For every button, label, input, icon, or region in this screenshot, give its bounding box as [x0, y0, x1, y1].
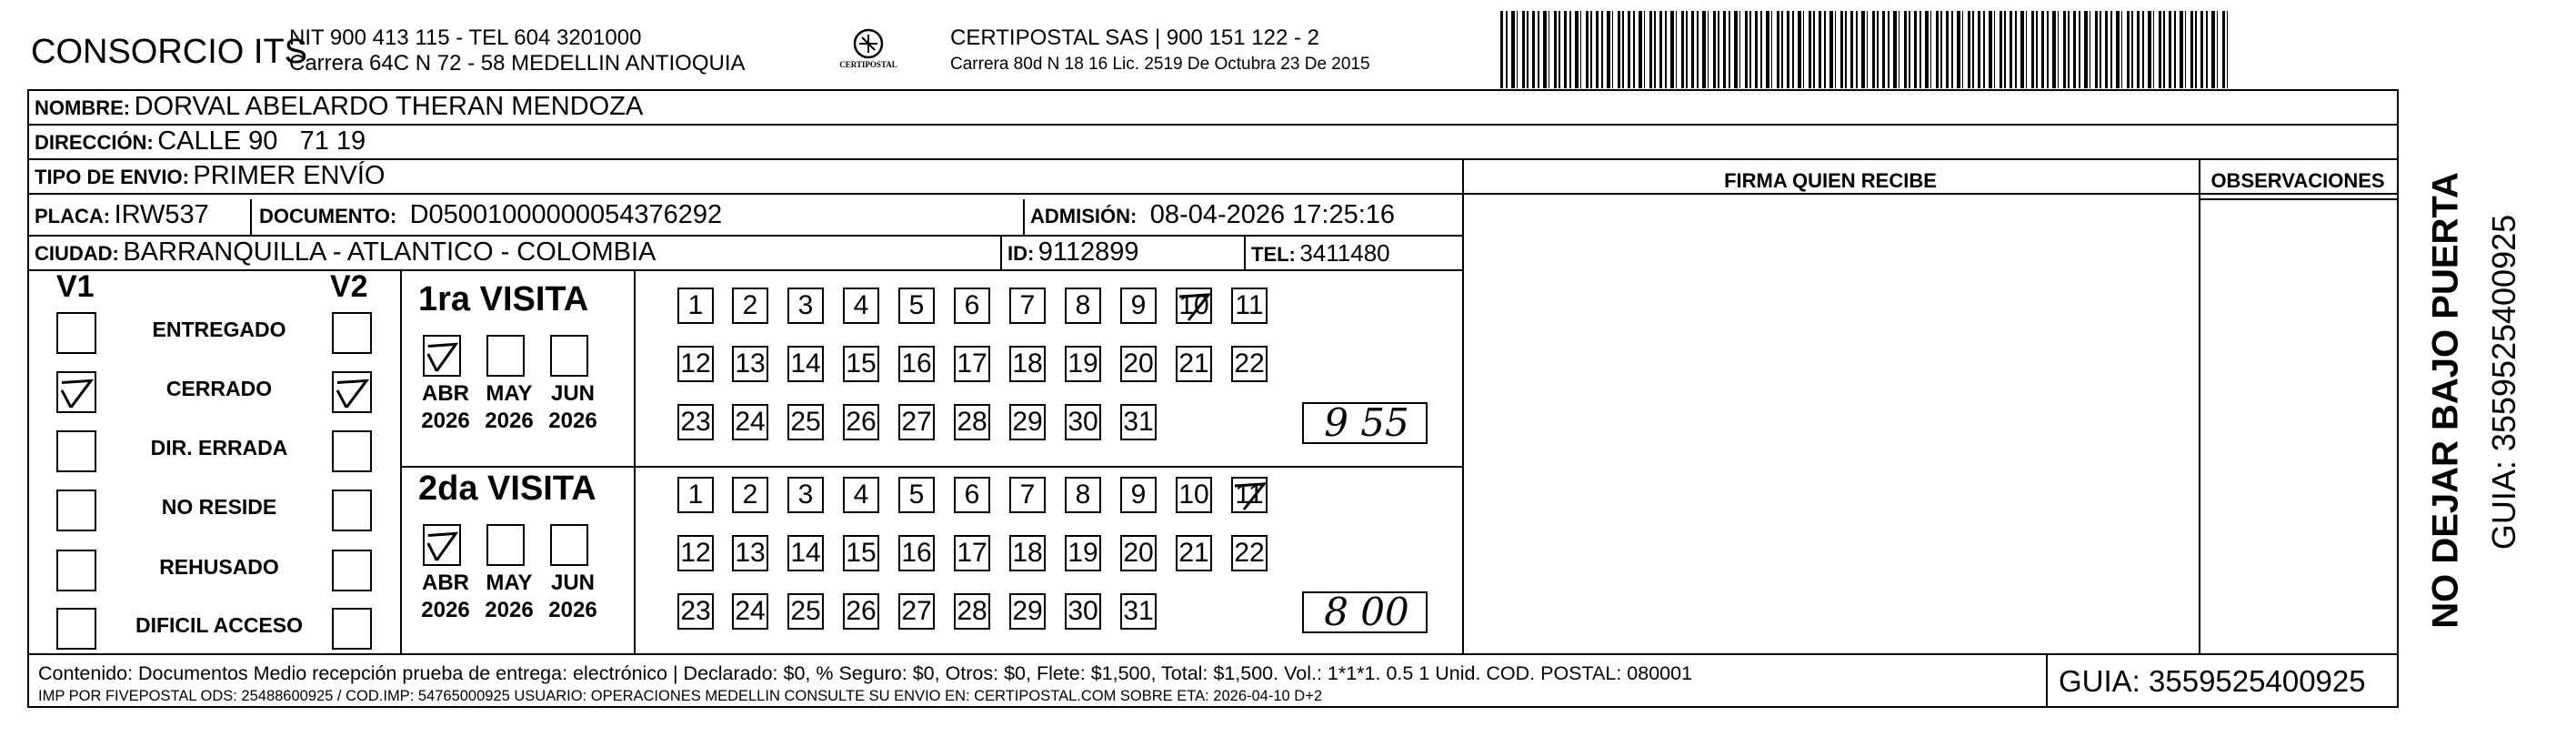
first-visit-day-box[interactable]: 18	[1009, 346, 1046, 382]
v2-checkbox[interactable]	[332, 371, 372, 413]
first-visit-day-box[interactable]: 1	[677, 288, 714, 324]
tel-label: TEL:	[1251, 243, 1296, 266]
v1-checkbox[interactable]	[56, 312, 96, 354]
second-visit-day-box[interactable]: 2	[732, 477, 768, 513]
status-label: REHUSADO	[159, 555, 279, 579]
firma-header: FIRMA QUIEN RECIBE	[1724, 169, 1937, 192]
first-visit-day-box[interactable]: 28	[954, 404, 990, 440]
second-visit-day-box[interactable]: 19	[1065, 535, 1101, 571]
first-visit-day-box[interactable]: 15	[843, 346, 879, 382]
v2-header: V2	[330, 269, 368, 304]
tipo-envio-value: PRIMER ENVÍO	[193, 161, 386, 190]
second-visit-day-box[interactable]: 5	[898, 477, 935, 513]
second-visit-title: 2da VISITA	[418, 469, 596, 508]
first-visit-day-box[interactable]: 10	[1176, 288, 1212, 324]
tipo-envio-label: TIPO DE ENVIO:	[35, 166, 189, 188]
first-visit-day-box[interactable]: 14	[787, 346, 824, 382]
nombre-field	[35, 92, 643, 122]
v1-checkbox[interactable]	[56, 550, 96, 591]
v2-checkbox[interactable]	[332, 430, 372, 472]
courier-name: CERTIPOSTAL SAS | 900 151 122 - 2	[950, 25, 1319, 50]
second-visit-day-box[interactable]: 3	[787, 477, 824, 513]
first-visit-day-box[interactable]: 24	[732, 404, 768, 440]
id-label: ID:	[1007, 242, 1035, 265]
second-visit-day-box[interactable]: 4	[843, 477, 879, 513]
v1-checkbox[interactable]	[56, 490, 96, 531]
tipo-envio-field	[35, 161, 385, 191]
v2-checkbox[interactable]	[332, 312, 372, 354]
v1-checkbox[interactable]	[56, 608, 96, 650]
placa-field	[35, 200, 209, 230]
first-visit-time-handwritten: 9 55	[1324, 400, 1409, 445]
first-visit-day-box[interactable]: 22	[1231, 346, 1268, 382]
second-visit-day-box[interactable]: 23	[677, 593, 714, 630]
first-visit-year-label: 2026	[485, 409, 534, 433]
second-visit-day-box[interactable]: 7	[1009, 477, 1046, 513]
ciudad-value: BARRANQUILLA - ATLANTICO - COLOMBIA	[123, 237, 657, 267]
documento-field	[259, 200, 722, 230]
first-visit-time-box[interactable]	[1302, 402, 1428, 444]
first-visit-day-box[interactable]: 27	[898, 404, 935, 440]
first-visit-month-label: ABR	[422, 381, 469, 406]
documento-label: DOCUMENTO:	[259, 205, 397, 227]
first-visit-day-box[interactable]: 9	[1120, 288, 1157, 324]
footer-contenido: Contenido: Documentos Medio recepción prueba de entrega: electrónico | Declarado: $0, % Seguro: $0, Otros: $0, Flete: $1,500, Total: $1,500. Vol.: 1*1*1. 0.5 1 Unid. COD. POSTAL: 080001	[38, 662, 1693, 684]
first-visit-year-label: 2026	[548, 409, 597, 433]
first-visit-day-box[interactable]: 31	[1120, 404, 1157, 440]
first-visit-day-box[interactable]: 2	[732, 288, 768, 324]
second-visit-month-label: JUN	[550, 570, 595, 595]
v1-checkbox[interactable]	[56, 371, 96, 413]
second-visit-day-box[interactable]: 1	[677, 477, 714, 513]
nombre-value: DORVAL ABELARDO THERAN MENDOZA	[134, 92, 644, 121]
admision-field	[1030, 200, 1395, 230]
second-visit-day-box[interactable]: 9	[1120, 477, 1157, 513]
ciudad-field	[35, 237, 656, 268]
first-visit-year-label: 2026	[421, 409, 470, 433]
first-visit-day-box[interactable]: 16	[898, 346, 935, 382]
first-visit-day-box[interactable]: 8	[1065, 288, 1101, 324]
id-field	[1007, 237, 1139, 268]
second-visit-day-box[interactable]: 6	[954, 477, 990, 513]
company-nit: NIT 900 413 115 - TEL 604 3201000	[289, 25, 642, 50]
first-visit-title: 1ra VISITA	[418, 280, 589, 318]
first-visit-day-box[interactable]: 19	[1065, 346, 1101, 382]
first-visit-month-checkbox[interactable]	[423, 335, 461, 377]
second-visit-day-box[interactable]: 10	[1176, 477, 1212, 513]
second-visit-day-box[interactable]: 11	[1231, 477, 1268, 513]
admision-label: ADMISIÓN:	[1030, 205, 1138, 227]
first-visit-day-box[interactable]: 23	[677, 404, 714, 440]
second-visit-month-label: MAY	[486, 570, 533, 595]
status-label: DIR. ERRADA	[150, 436, 288, 459]
certipostal-logo: CERTIPOSTAL	[827, 24, 909, 75]
second-visit-day-box[interactable]: 31	[1120, 593, 1157, 630]
v2-checkbox[interactable]	[332, 608, 372, 650]
first-visit-month-checkbox[interactable]	[486, 335, 525, 377]
second-visit-month-checkbox[interactable]	[550, 524, 588, 566]
second-visit-time-handwritten: 8 00	[1324, 590, 1409, 634]
status-label: CERRADO	[165, 377, 273, 400]
first-visit-day-box[interactable]: 5	[898, 288, 935, 324]
first-visit-month-checkbox[interactable]	[550, 335, 588, 377]
second-visit-day-box[interactable]: 30	[1065, 593, 1101, 630]
placa-label: PLACA:	[35, 205, 111, 227]
second-visit-day-box[interactable]: 24	[732, 593, 768, 630]
company-name: CONSORCIO ITS	[31, 33, 308, 71]
second-visit-day-box[interactable]: 18	[1009, 535, 1046, 571]
v2-checkbox[interactable]	[332, 550, 372, 591]
second-visit-day-box[interactable]: 13	[732, 535, 768, 571]
company-address: Carrera 64C N 72 - 58 MEDELLIN ANTIOQUIA	[289, 51, 746, 76]
direccion-value: CALLE 90 71 19	[157, 126, 366, 156]
first-visit-day-box[interactable]: 25	[787, 404, 824, 440]
second-visit-day-box[interactable]: 29	[1009, 593, 1046, 630]
ciudad-label: CIUDAD:	[35, 242, 119, 265]
id-value: 9112899	[1037, 237, 1139, 267]
first-visit-month-label: JUN	[550, 381, 595, 406]
second-visit-day-box[interactable]: 21	[1176, 535, 1212, 571]
second-visit-day-box[interactable]: 28	[954, 593, 990, 630]
admision-value: 08-04-2026 17:25:16	[1149, 200, 1396, 229]
first-visit-day-box[interactable]: 11	[1231, 288, 1268, 324]
direccion-label: DIRECCIÓN:	[35, 131, 154, 154]
second-visit-time-box[interactable]	[1302, 591, 1428, 633]
status-label: NO RESIDE	[161, 495, 277, 519]
no-dejar-bajo-puerta: NO DEJAR BAJO PUERTA	[2425, 172, 2466, 629]
second-visit-day-box[interactable]: 25	[787, 593, 824, 630]
tel-value: 3411480	[1299, 239, 1390, 267]
second-visit-day-box[interactable]: 14	[787, 535, 824, 571]
second-visit-month-checkbox[interactable]	[423, 524, 461, 566]
second-visit-day-box[interactable]: 15	[843, 535, 879, 571]
first-visit-day-box[interactable]: 30	[1065, 404, 1101, 440]
second-visit-day-box[interactable]: 8	[1065, 477, 1101, 513]
first-visit-day-box[interactable]: 13	[732, 346, 768, 382]
v1-header: V1	[56, 269, 95, 304]
second-visit-day-box[interactable]: 22	[1231, 535, 1268, 571]
tel-field	[1251, 239, 1390, 268]
second-visit-day-box[interactable]: 20	[1120, 535, 1157, 571]
second-visit-day-box[interactable]: 16	[898, 535, 935, 571]
first-visit-day-box[interactable]: 21	[1176, 346, 1212, 382]
first-visit-day-box[interactable]: 6	[954, 288, 990, 324]
side-guia: GUIA: 3559525400925	[2485, 214, 2522, 550]
first-visit-day-box[interactable]: 12	[677, 346, 714, 382]
second-visit-month-checkbox[interactable]	[486, 524, 525, 566]
v1-checkbox[interactable]	[56, 430, 96, 472]
first-visit-day-box[interactable]: 4	[843, 288, 879, 324]
first-visit-day-box[interactable]: 26	[843, 404, 879, 440]
v2-checkbox[interactable]	[332, 490, 372, 531]
status-label: ENTREGADO	[152, 318, 286, 341]
placa-value: IRW537	[114, 200, 209, 229]
second-visit-month-label: ABR	[422, 570, 469, 595]
second-visit-day-box[interactable]: 27	[898, 593, 935, 630]
first-visit-day-box[interactable]: 7	[1009, 288, 1046, 324]
first-visit-month-label: MAY	[486, 381, 533, 406]
direccion-field	[35, 126, 366, 156]
observaciones-header: OBSERVACIONES	[2210, 169, 2385, 192]
status-label: DIFICIL ACCESO	[135, 613, 303, 637]
second-visit-year-label: 2026	[548, 598, 597, 622]
second-visit-day-box[interactable]: 17	[954, 535, 990, 571]
first-visit-day-box[interactable]: 20	[1120, 346, 1157, 382]
second-visit-year-label: 2026	[421, 598, 470, 622]
documento-value: D05001000000054376292	[409, 200, 723, 229]
first-visit-day-box[interactable]: 17	[954, 346, 990, 382]
footer-impresion: IMP POR FIVEPOSTAL ODS: 25488600925 / COD.IMP: 54765000925 USUARIO: OPERACIONES MEDELLIN CONSULTE SU ENVIO EN: CERTIPOSTAL.COM SOBRE ETA: 2026-04-10 D+2	[38, 688, 1323, 704]
courier-address: Carrera 80d N 18 16 Lic. 2519 De Octubra 23 De 2015	[950, 55, 1370, 74]
first-visit-day-box[interactable]: 3	[787, 288, 824, 324]
nombre-label: NOMBRE:	[35, 96, 131, 119]
barcode	[1500, 11, 2228, 88]
second-visit-year-label: 2026	[485, 598, 534, 622]
second-visit-day-box[interactable]: 12	[677, 535, 714, 571]
first-visit-day-box[interactable]: 29	[1009, 404, 1046, 440]
second-visit-day-box[interactable]: 26	[843, 593, 879, 630]
footer-guia: GUIA: 3559525400925	[2059, 664, 2366, 698]
